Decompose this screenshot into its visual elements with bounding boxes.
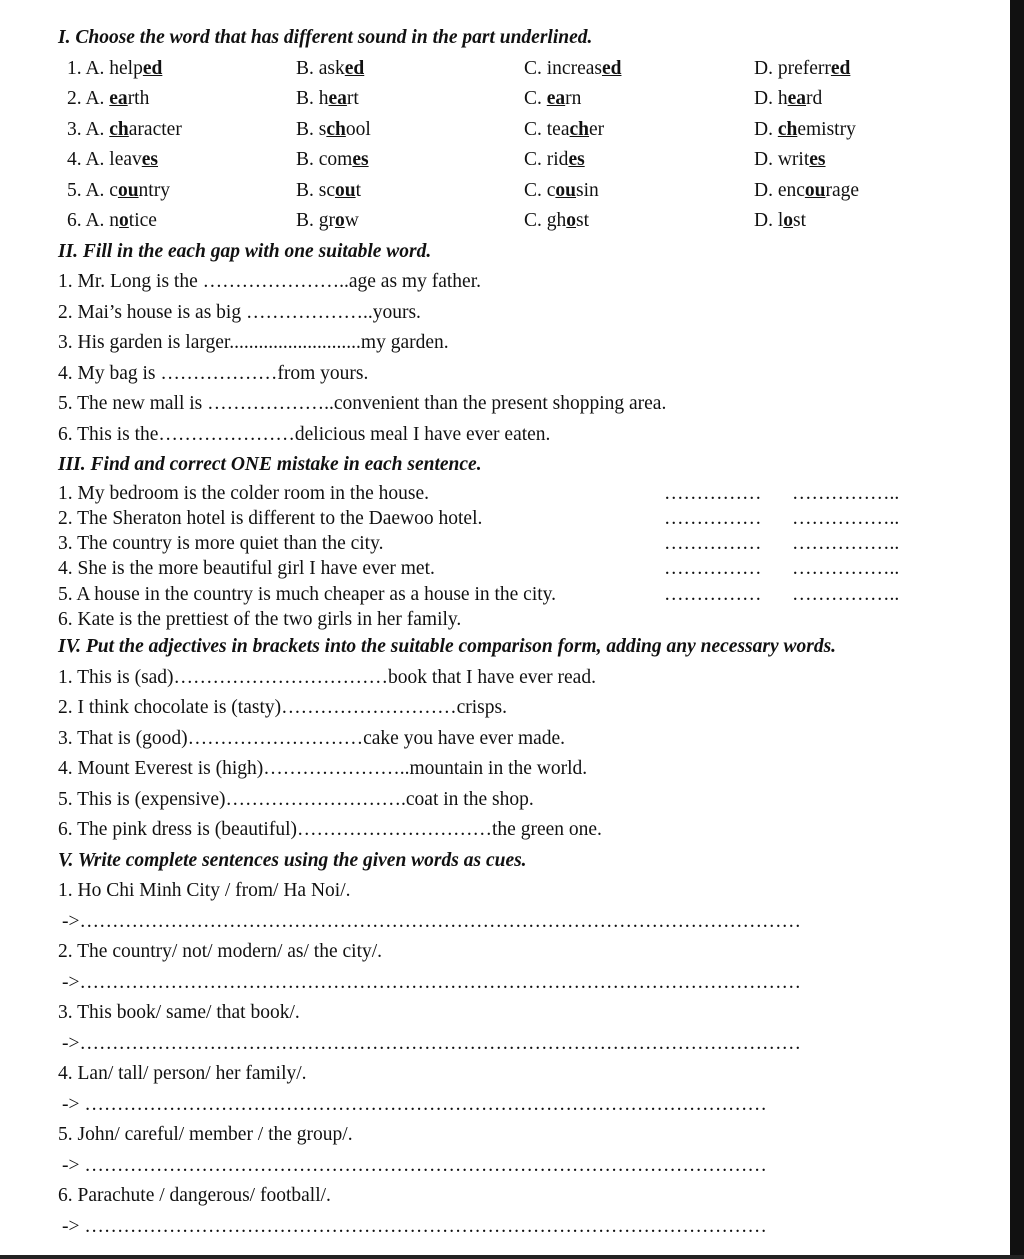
answer-option[interactable] [296, 84, 359, 115]
word-part: tice [128, 210, 157, 231]
mistake-sentence: 6. Kate is the prettiest of the two girls in her family. [58, 608, 462, 630]
section-3-items [58, 481, 988, 633]
option-letter: D. [754, 57, 773, 79]
answer-option[interactable] [524, 115, 604, 146]
word-part: w [344, 210, 359, 231]
comparison-item[interactable]: 2. I think chocolate is (tasty)………………………crisps. [58, 697, 507, 719]
mistake-sentence: 2. The Sheraton hotel is different to the Daewoo hotel. [58, 507, 483, 529]
word-part: tea [546, 118, 570, 140]
underlined-part: ou [804, 179, 826, 201]
underlined-part: ea [787, 88, 806, 109]
word-part: writ [777, 149, 810, 170]
answer-option[interactable] [67, 115, 182, 146]
mistake-item [58, 582, 988, 607]
word-part: rage [825, 179, 860, 201]
correction-answer-blank[interactable]: …………….. [792, 583, 900, 605]
correction-answer-blank[interactable]: …………….. [792, 533, 900, 555]
sound-question-row [58, 206, 988, 237]
mistake-item [58, 556, 988, 581]
question-number: 6. [67, 210, 82, 231]
underlined-part: ch [109, 118, 129, 140]
option-letter: B. [296, 149, 314, 170]
option-letter: C. [524, 57, 542, 79]
answer-line[interactable]: -> …………………………………………………………………………………………… [62, 1215, 767, 1237]
word-part: aracter [128, 118, 182, 140]
mistake-answer-blank[interactable]: …………… [664, 507, 762, 529]
word-part: rid [546, 149, 569, 170]
answer-option[interactable] [296, 206, 359, 237]
underlined-part: ea [109, 88, 128, 109]
page-bottom-edge [0, 1255, 1024, 1259]
word-part: st [576, 210, 590, 231]
mistake-answer-blank[interactable]: …………… [664, 583, 762, 605]
option-letter: A. [85, 118, 105, 140]
word-part: sin [576, 179, 599, 201]
fill-gap-item[interactable]: 6. This is the…………………delicious meal I have ever eaten. [58, 423, 551, 445]
question-number: 4. [67, 149, 82, 170]
word-part: rth [127, 88, 150, 109]
answer-option[interactable] [67, 84, 149, 115]
underlined-part: ch [326, 118, 346, 140]
sound-question-row [58, 115, 988, 146]
cue-sentence: 1. Ho Chi Minh City / from/ Ha Noi/. [58, 880, 351, 902]
option-letter: A. [85, 149, 105, 170]
fill-gap-item[interactable]: 3. His garden is larger...........................my garden. [58, 332, 449, 353]
question-number: 5. [67, 179, 82, 201]
answer-option[interactable] [754, 176, 859, 207]
word-part: h [777, 88, 788, 109]
answer-option[interactable] [67, 176, 170, 207]
underlined-part: es [809, 149, 826, 170]
underlined-part: ed [830, 57, 851, 79]
answer-line[interactable]: -> …………………………………………………………………………………………… [62, 1093, 767, 1115]
answer-option[interactable] [67, 54, 162, 85]
word-part: enc [777, 179, 805, 201]
cue-sentence: 3. This book/ same/ that book/. [58, 1002, 300, 1024]
option-letter: C. [524, 88, 542, 109]
answer-option[interactable] [524, 145, 585, 176]
answer-option[interactable] [524, 206, 589, 237]
word-part: c [109, 179, 118, 201]
word-part: help [109, 57, 143, 79]
section-1-title: I. Choose the word that has different sound in the part underlined. [58, 27, 593, 48]
sound-question-row [58, 145, 988, 176]
underlined-part: ou [555, 179, 577, 201]
answer-option[interactable] [296, 176, 361, 207]
word-part: ask [318, 57, 345, 79]
underlined-part: ch [777, 118, 798, 140]
section-4-title: IV. Put the adjectives in brackets into the suitable comparison form, adding any necessary words. [58, 636, 837, 658]
option-letter: D. [754, 118, 773, 140]
page-edge-shadow [1010, 0, 1024, 1259]
underlined-part: es [141, 149, 159, 170]
option-letter: D. [754, 210, 773, 231]
word-part: preferr [777, 57, 831, 79]
option-letter: B. [296, 210, 314, 231]
option-letter: B. [296, 118, 314, 140]
word-part: h [318, 88, 329, 109]
underlined-part: es [352, 149, 369, 170]
answer-option[interactable] [754, 115, 856, 146]
mistake-sentence: 5. A house in the country is much cheaper as a house in the city. [58, 583, 557, 605]
section-2-items [58, 267, 988, 450]
comparison-item[interactable]: 5. This is (expensive)……………………….coat in the shop. [58, 788, 534, 810]
fill-gap-item[interactable]: 5. The new mall is ………………..convenient than the present shopping area. [58, 393, 667, 414]
answer-line[interactable]: ->………………………………………………………………………………………………… [62, 971, 801, 993]
comparison-item[interactable]: 3. That is (good)………………………cake you have ever made. [58, 727, 566, 749]
sound-question-row [58, 54, 988, 85]
underlined-part: ed [601, 57, 622, 79]
sound-question-row [58, 176, 988, 207]
correction-answer-blank[interactable]: …………….. [792, 558, 900, 580]
word-part: ool [345, 118, 371, 140]
word-part: t [355, 179, 362, 201]
answer-line[interactable]: ->………………………………………………………………………………………………… [62, 1032, 801, 1054]
underlined-part: ou [335, 179, 356, 201]
answer-line[interactable]: ->………………………………………………………………………………………………… [62, 910, 801, 932]
underlined-part: ed [344, 57, 365, 79]
underlined-part: o [566, 210, 577, 231]
underlined-part: o [783, 210, 794, 231]
mistake-sentence: 4. She is the more beautiful girl I have ever met. [58, 558, 435, 580]
correction-answer-blank[interactable]: …………….. [792, 482, 900, 504]
underlined-part: o [119, 210, 129, 231]
answer-option[interactable] [296, 115, 371, 146]
answer-option[interactable] [754, 206, 806, 237]
underlined-part: ou [117, 179, 139, 201]
mistake-item [58, 481, 988, 506]
fill-gap-item[interactable]: 1. Mr. Long is the …………………..age as my father. [58, 271, 481, 292]
correction-answer-blank[interactable]: …………….. [792, 507, 900, 529]
cue-sentence: 4. Lan/ tall/ person/ her family/. [58, 1063, 307, 1085]
word-part: n [109, 210, 120, 231]
option-letter: D. [754, 179, 773, 201]
option-letter: B. [296, 179, 314, 201]
mistake-answer-blank[interactable]: …………… [664, 558, 762, 580]
mistake-item [58, 506, 988, 531]
answer-option[interactable] [296, 145, 369, 176]
option-letter: C. [524, 179, 542, 201]
mistake-item [58, 607, 988, 632]
underlined-part: es [568, 149, 585, 170]
underlined-part: ch [569, 118, 589, 140]
word-part: increas [546, 57, 602, 79]
question-number: 2. [67, 88, 82, 109]
fill-gap-item[interactable]: 2. Mai’s house is as big ………………..yours. [58, 301, 421, 323]
option-letter: B. [296, 57, 314, 79]
underlined-part: ea [546, 88, 566, 109]
option-letter: C. [524, 149, 542, 170]
cue-sentence: 6. Parachute / dangerous/ football/. [58, 1185, 331, 1207]
option-letter: D. [754, 88, 773, 109]
word-part: rt [346, 88, 359, 109]
mistake-answer-blank[interactable]: …………… [664, 482, 762, 504]
word-part: st [793, 210, 807, 231]
word-part: s [318, 118, 327, 140]
mistake-sentence: 3. The country is more quiet than the city. [58, 533, 384, 555]
worksheet [58, 23, 988, 1242]
fill-gap-item[interactable]: 4. My bag is ………………from yours. [58, 362, 369, 384]
answer-option[interactable] [67, 206, 157, 237]
option-letter: A. [85, 179, 105, 201]
answer-option[interactable] [296, 54, 364, 85]
word-part: emistry [797, 118, 856, 140]
mistake-sentence: 1. My bedroom is the colder room in the house. [58, 482, 429, 504]
cue-sentence: 5. John/ careful/ member / the group/. [58, 1124, 353, 1146]
mistake-item [58, 531, 988, 556]
comparison-item[interactable]: 1. This is (sad)……………………………book that I have ever read. [58, 666, 596, 688]
section-2-title: II. Fill in the each gap with one suitable word. [58, 240, 432, 262]
cue-sentence: 2. The country/ not/ modern/ as/ the city/. [58, 941, 383, 963]
option-letter: D. [754, 149, 773, 170]
option-letter: C. [524, 118, 542, 140]
option-letter: C. [524, 210, 542, 231]
section-1-rows [58, 54, 988, 237]
option-letter: A. [85, 88, 105, 109]
section-5-title: V. Write complete sentences using the given words as cues. [58, 849, 527, 871]
word-part: l [777, 210, 784, 231]
word-part: com [318, 149, 353, 170]
mistake-answer-blank[interactable]: …………… [664, 533, 762, 555]
word-part: er [589, 118, 605, 140]
word-part: sc [318, 179, 336, 201]
answer-option[interactable] [67, 145, 158, 176]
word-part: c [546, 179, 556, 201]
sound-question-row [58, 84, 988, 115]
answer-option[interactable] [754, 84, 822, 115]
answer-option[interactable] [754, 54, 850, 85]
answer-option[interactable] [524, 84, 581, 115]
option-letter: A. [85, 57, 105, 79]
question-number: 1. [67, 57, 82, 79]
word-part: rd [806, 88, 823, 109]
option-letter: A. [85, 210, 105, 231]
option-letter: B. [296, 88, 314, 109]
question-number: 3. [67, 118, 82, 140]
answer-line[interactable]: -> …………………………………………………………………………………………… [62, 1154, 767, 1176]
section-4-items [58, 663, 988, 846]
answer-option[interactable] [524, 176, 599, 207]
word-part: ntry [138, 179, 170, 201]
word-part: rn [565, 88, 582, 109]
comparison-item[interactable]: 6. The pink dress is (beautiful)…………………………the green one. [58, 819, 602, 841]
underlined-part: ea [328, 88, 347, 109]
answer-option[interactable] [754, 145, 826, 176]
answer-option[interactable] [524, 54, 621, 85]
section-3-title: III. Find and correct ONE mistake in each sentence. [58, 454, 482, 475]
underlined-part: o [335, 210, 345, 231]
section-5-items [58, 876, 988, 1242]
word-part: gh [546, 210, 567, 231]
word-part: leav [109, 149, 142, 170]
word-part: gr [318, 210, 336, 231]
underlined-part: ed [142, 57, 163, 79]
comparison-item[interactable]: 4. Mount Everest is (high)…………………..mountain in the world. [58, 758, 588, 780]
